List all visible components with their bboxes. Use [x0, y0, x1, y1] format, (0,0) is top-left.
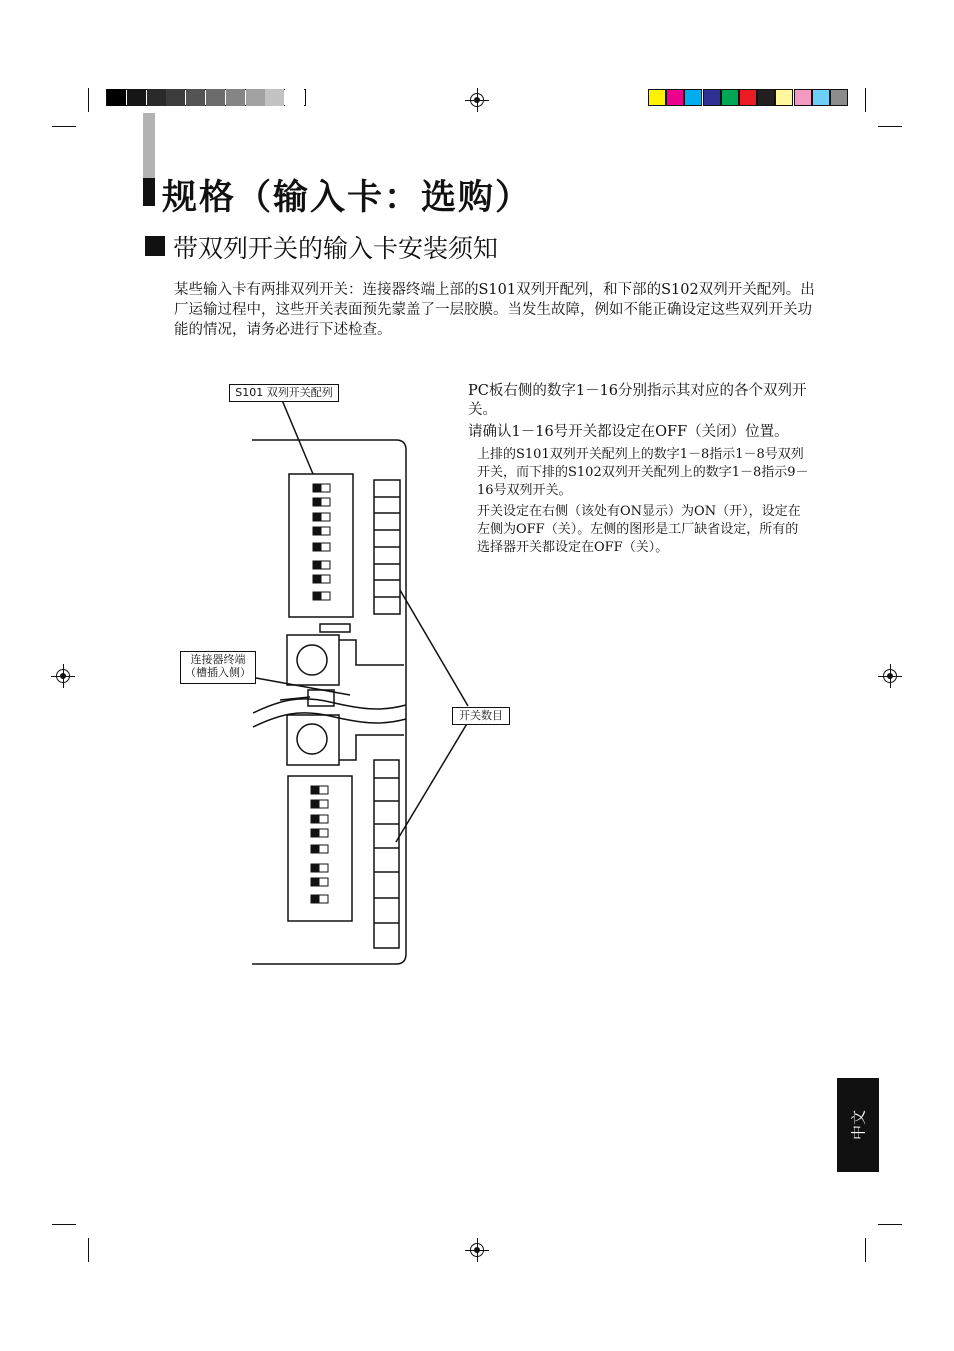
gray-swatch	[246, 89, 265, 106]
crop-mark-br-h	[878, 1224, 902, 1225]
crop-mark-bl-v	[88, 1238, 89, 1262]
gray-swatch	[107, 89, 126, 106]
crop-mark-tl-h	[52, 126, 76, 127]
color-swatch	[648, 89, 666, 106]
connector-upper	[287, 635, 339, 685]
color-swatch	[794, 89, 812, 106]
gray-swatch	[147, 89, 166, 106]
gray-swatch	[226, 89, 245, 106]
color-swatch	[775, 89, 793, 106]
color-swatch	[757, 89, 775, 106]
color-swatch	[721, 89, 739, 106]
s101-toggles	[313, 484, 330, 600]
gray-swatch	[206, 89, 225, 106]
crop-mark-tr-v	[865, 88, 866, 112]
page-title: 规格（输入卡：选购）	[162, 178, 533, 218]
color-swatch	[830, 89, 848, 106]
note-line4: 开关设定在右侧（该处有ON显示）为ON（开），设定在左侧为OFF（关）。左侧的图形是工厂缺省设定，所有的选择器开关都设定在OFF（关）。	[477, 504, 801, 555]
color-swatch	[703, 89, 721, 106]
color-swatch	[812, 89, 830, 106]
crop-mark-tl-v	[88, 88, 89, 112]
connector-terminal-label	[180, 651, 256, 684]
number-column-lower	[374, 760, 399, 948]
s101-label: S101 双列开关配列	[229, 384, 339, 402]
note-line2: 请确认1－16号开关都设定在OFF（关闭）位置。	[468, 424, 789, 440]
gray-swatch	[166, 89, 185, 106]
language-tab	[837, 1078, 879, 1172]
intro-paragraph: 某些输入卡有两排双列开关：连接器终端上部的S101双列开配列，和下部的S102双列开关配列。出厂运输过程中，这些开关表面预先蒙盖了一层胶膜。当发生故障，例如不能正确设定这些双列开关功能的情况，请务必进行下述检查。	[174, 282, 815, 338]
color-swatch	[739, 89, 757, 106]
language-tab-label: 中文	[849, 1109, 868, 1141]
crop-mark-tr-h	[878, 126, 902, 127]
gray-swatch	[186, 89, 205, 106]
crop-mark-bl-h	[52, 1224, 76, 1225]
note-line1: PC板右侧的数字1－16分别指示其对应的各个双列开关。	[468, 383, 807, 418]
connector-label-line2: （槽插入侧）	[185, 666, 251, 679]
switch-number-label: 开关数目	[452, 707, 510, 725]
s102-toggles	[311, 786, 328, 903]
title-bar-marker	[143, 178, 155, 206]
crop-mark-br-v	[865, 1238, 866, 1262]
subtitle-square-icon	[145, 236, 165, 256]
gray-swatch	[265, 89, 284, 106]
gray-swatch	[285, 89, 304, 106]
gray-swatch	[127, 89, 146, 106]
section-subtitle: 带双列开关的输入卡安装须知	[173, 234, 499, 263]
connector-lower	[287, 715, 339, 765]
color-swatch	[684, 89, 702, 106]
connector-label-line1: 连接器终端	[190, 653, 246, 666]
color-swatch	[666, 89, 684, 106]
side-stripe	[143, 113, 155, 178]
note-line3: 上排的S101双列开关配列上的数字1－8指示1－8号双列开关，而下排的S102双列开关配列上的数字1－8指示9－16号双列开关。	[477, 447, 809, 498]
